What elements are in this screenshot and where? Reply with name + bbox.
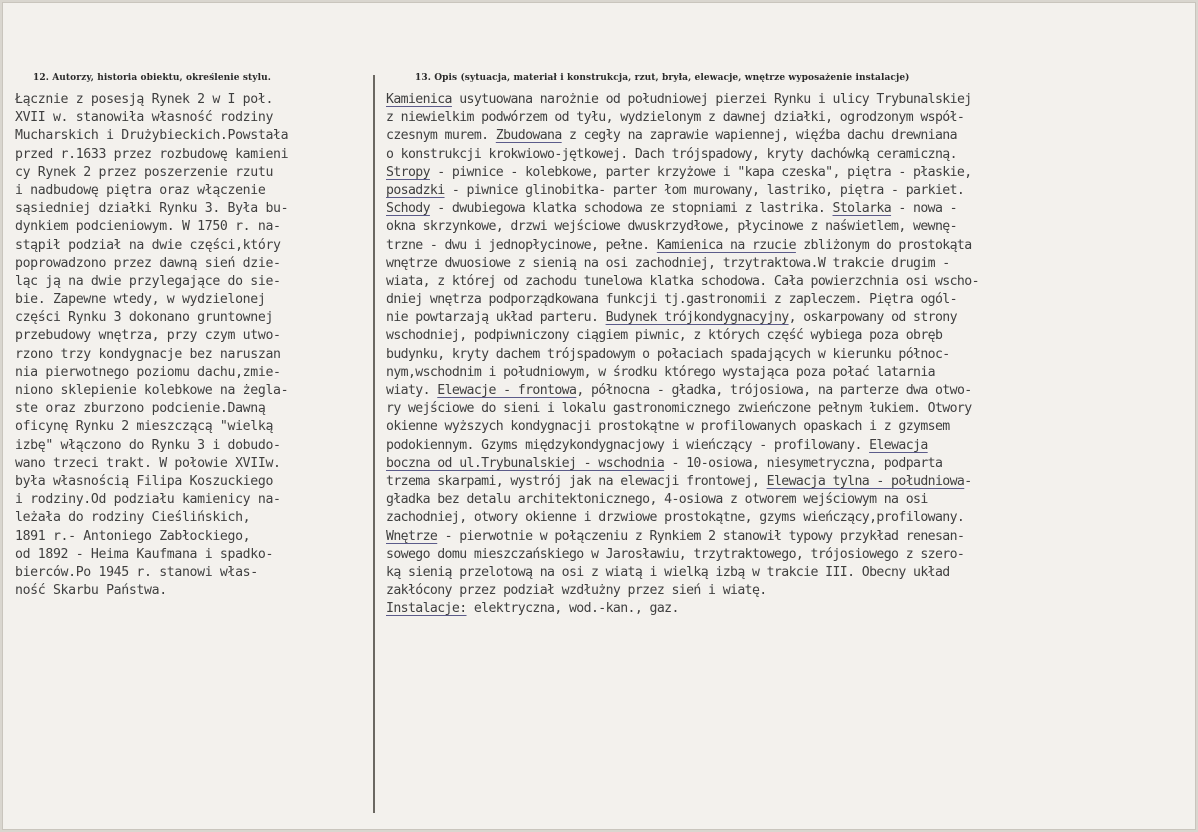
description-line [386,164,1198,182]
history-line: ste oraz zburzono podcienie.Dawną [15,401,266,417]
underlined-term: Instalacje: [386,601,467,617]
underlined-term: Schody [386,201,430,217]
description-text: dniej wnętrza podporządkowana funkcji tj.gastronomii z zapleczem. Piętra ogól- [386,292,957,308]
description-text: - 10-osiowa, niesymetryczna, podparta [664,455,943,471]
record-card [2,2,1196,830]
description-line [386,127,1198,145]
description-line [386,400,1198,418]
description-line [386,291,1198,309]
history-line: 1891 r.- Antoniego Zabłockiego, [15,528,251,544]
underlined-term: Wnętrze [386,528,438,544]
description-line [386,327,1198,345]
description-text: nym,wschodnim i południowym, w środku którego wystająca poza połać latarnia [386,364,935,380]
history-line: przed r.1633 przez rozbudowę kamieni [15,146,289,162]
column-divider [373,75,375,813]
description-text: sowego domu mieszczańskiego w Jarosławiu, trzytraktowego, trójosiowego z szero- [386,546,965,562]
history-line: leżała do rodziny Cieślińskich, [15,510,251,526]
underlined-term: Stolarka [832,201,892,217]
description-line [386,418,1198,436]
history-line: bie. Zapewne wtedy, w wydzielonej [15,292,266,308]
description-text: usytuowana narożnie od południowej pierzei Rynku i ulicy Trybunalskiej [451,92,972,107]
description-line [386,546,1198,564]
description-text: z cegły na zaprawie wapiennej, więźba dachu drewniana [561,128,957,144]
history-line: poprowadzono przez dawną sień dzie- [15,255,281,271]
description-text: , oskarpowany od strony [788,310,957,326]
history-line: oficynę Rynku 2 mieszczącą "wielką [15,419,274,435]
history-line: izbę" włączono do Rynku 3 i dobudo- [15,437,281,453]
description-line [386,309,1198,327]
description-line [386,491,1198,509]
description-line [386,473,1198,491]
history-line: Mucharskich i Drużybieckich.Powstała [15,128,289,144]
description-line [386,182,1198,200]
description-text: zakłócony przez podział wzdłużny przez sień i wiatę. [386,583,767,599]
description-text: zbliżonym do prostokąta [795,237,972,253]
description-line [386,346,1198,364]
underlined-term: Kamienica [386,92,452,107]
history-line: Łącznie z posesją Rynek 2 w I poł. [15,92,274,107]
underlined-term: Zbudowana [495,128,562,144]
history-line: ność Skarbu Państwa. [15,583,167,599]
history-line: ląc ją na dwie przylegające do sie- [15,273,281,289]
description-text: - dwubiegowa klatka schodowa ze stopniami z lastrika. [429,201,833,217]
description-text: ry wejściowe do sieni i lokalu gastronomicznego zwieńczone pełnym łukiem. Otwory [386,401,972,417]
description-text: trzema skarpami, wystrój jak na elewacji frontowej, [386,473,767,489]
description-text: o konstrukcji krokwiowo-jętkowej. Dach trójspadowy, kryty dachówką ceramiczną. [386,146,957,162]
history-line: i rodziny.Od podziału kamienicy na- [15,492,281,508]
underlined-term: boczna od ul.Trybunalskiej - wschodnia [386,455,665,471]
description-text: czesnym murem. [386,128,496,144]
history-line: części Rynku 3 dokonano gruntownej [15,310,274,326]
description-line [386,200,1198,218]
description-text: wnętrze dwuosiowe z sienią na osi zachodniej, trzytraktowa.W trakcie drugim - [386,255,950,271]
description-text: okna skrzynkowe, drzwi wejściowe dwuskrzydłowe, płycinowe z naświetlem, wewnę- [386,219,957,235]
description-text: wiata, z której od zachodu tunelowa klatka schodowa. Cała powierzchnia osi wscho- [386,273,979,289]
history-line: niono sklepienie kolebkowe na żegla- [15,383,289,398]
description-text: z niewielkim podwórzem od tyłu, wydzielonym z dawnej działki, ogrodzonym współ- [386,110,965,126]
history-line: dynkiem podcieniowym. W 1750 r. na- [15,219,281,235]
description-text: zachodniej, otwory okienne i drzwiowe prostokątne, gzyms wieńczący,profilowany. [386,510,965,526]
description-text: - nowa - [891,201,957,217]
description-text: okienne wyższych kondygnacji prostokątne w profilowanych opaskach i z gzymsem [386,419,950,435]
description-line [386,146,1198,164]
description-line [386,255,1198,273]
description-line [386,364,1198,382]
history-line: bierców.Po 1945 r. stanowi włas- [15,564,258,580]
history-line: sąsiedniej działki Rynku 3. Była bu- [15,201,289,217]
history-line: i nadbudowę piętra oraz włączenie [15,182,266,198]
description-text: ką sienią przelotową na osi z wiatą i wielką izbą w trakcie III. Obecny układ [386,564,950,580]
description-text: gładka bez detalu architektonicznego, 4-osiowa z otworem wejściowym na osi [386,492,928,508]
history-line: przebudowy wnętrza, przy czym utwo- [15,328,281,344]
description-line [386,455,1198,473]
history-line: wano trzeci trakt. W połowie XVIIw. [15,455,281,471]
description-text: trzne - dwu i jednopłycinowe, pełne. [386,237,657,253]
description-text: - piwnice glinobitka- parter łom murowany, lastriko, piętra - parkiet. [444,182,965,198]
history-line: cy Rynek 2 przez poszerzenie rzutu [15,164,274,180]
underlined-term: Stropy [386,164,430,180]
underlined-term: Elewacje - frontowa [437,383,577,398]
section-12-header: 12. Autorzy, historia obiektu, określenie stylu. [33,73,272,83]
description-line [386,382,1198,400]
description-text: budynku, kryty dachem trójspadowym o połaciach spadających w kierunku północ- [386,346,950,362]
history-line: od 1892 - Heima Kaufmana i spadko- [15,546,274,562]
description-text: nie powtarzają układ parteru. [386,310,606,326]
underlined-term: Elewacja tylna - południowa [766,473,965,489]
underlined-term: posadzki [386,182,445,198]
description-text: elektryczna, wod.-kan., gaz. [466,601,679,617]
history-line: XVII w. stanowiła własność rodziny [15,110,274,126]
description-line [386,91,1198,109]
history-line: nia pierwotnego poziomu dachu,zmie- [15,364,281,380]
description-text: wschodniej, podpiwniczony ciągiem piwnic, z których część wybiega poza obręb [386,328,943,344]
description-text: podokiennym. Gzyms międzykondygnacjowy i wieńczący - profilowany. [386,437,870,453]
description-text-column [386,91,1198,618]
underlined-term: Elewacja [869,437,928,453]
description-line [386,237,1198,255]
description-line [386,600,1198,618]
history-line: była własnością Filipa Koszuckiego [15,473,274,489]
description-text: , północna - gładka, trójosiowa, na parterze dwa otwo- [576,383,972,398]
description-line [386,273,1198,291]
description-line [386,564,1198,582]
description-line [386,218,1198,236]
description-text: - [964,473,972,489]
description-text: - piwnice - kolebkowe, parter krzyżowe i "kapa czeska", piętra - płaskie, [429,164,972,180]
section-13-header: 13. Opis (sytuacja, materiał i konstrukcja, rzut, bryła, elewacje, wnętrze wyposażenie instalacje) [415,73,910,83]
description-line [386,582,1198,600]
description-line [386,528,1198,546]
underlined-term: Kamienica na rzucie [656,237,796,253]
description-line [386,509,1198,527]
history-text-column [15,91,367,600]
history-line: stąpił podział na dwie części,który [15,237,281,253]
description-text: wiaty. [386,383,438,398]
history-line: rzono trzy kondygnacje bez naruszan [15,346,281,362]
description-line [386,109,1198,127]
description-text: - pierwotnie w połączeniu z Rynkiem 2 stanowił typowy przykład renesan- [437,528,965,544]
underlined-term: Budynek trójkondygnacyjny [605,310,789,326]
description-line [386,437,1198,455]
